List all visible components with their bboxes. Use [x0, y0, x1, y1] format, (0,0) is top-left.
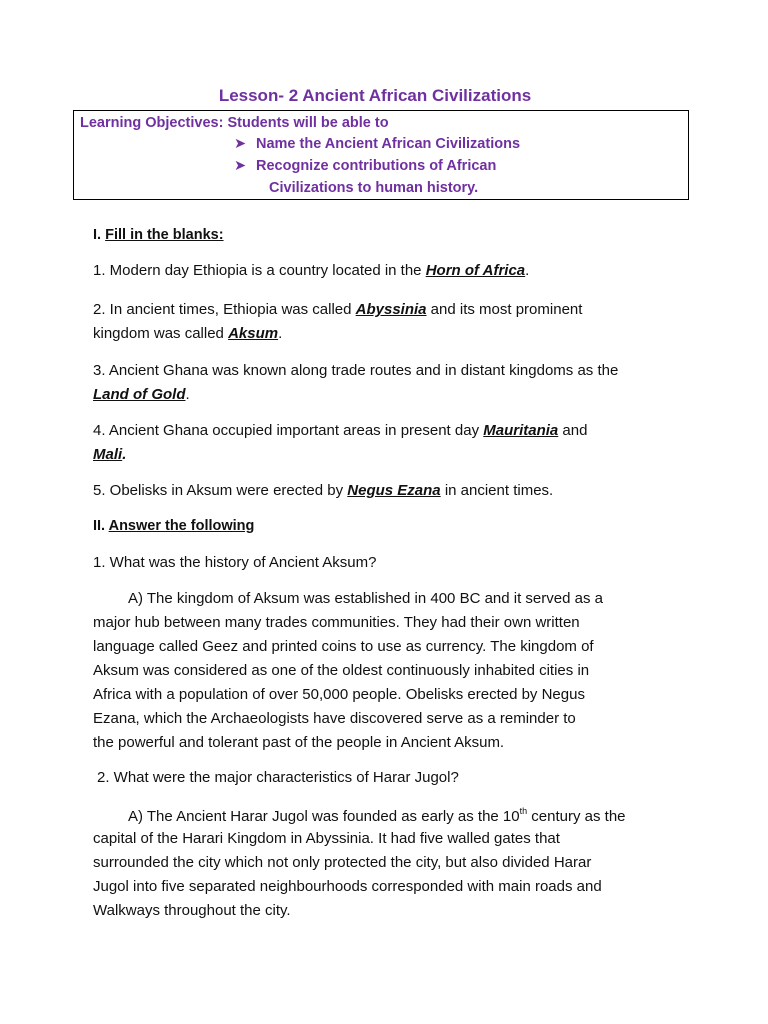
answer-blank: Abyssinia [355, 301, 427, 318]
answer-2-line: A) The Ancient Harar Jugol was founded as early as the 10th century as the [128, 806, 626, 825]
answer-blank: Aksum [228, 325, 279, 342]
page-title: Lesson- 2 Ancient African Civilizations [218, 86, 532, 105]
objectives-heading: Learning Objectives: Students will be able to [80, 115, 389, 131]
answer-blank: Mauritania [483, 422, 559, 439]
blank-question-2-cont: kingdom was called Aksum. [93, 325, 283, 342]
arrow-bullet-icon: ➤ [234, 158, 247, 174]
answer-1-line: the powerful and tolerant past of the people in Ancient Aksum. [93, 734, 505, 751]
answer-2-line: Walkways throughout the city. [93, 902, 291, 919]
answer-1-line: major hub between many trades communities. They had their own written [93, 614, 580, 631]
answer-2-line: Jugol into five separated neighbourhoods corresponded with main roads and [93, 878, 602, 895]
blank-question-4: 4. Ancient Ghana occupied important areas in present day Mauritania and [93, 422, 588, 439]
blank-question-5: 5. Obelisks in Aksum were erected by Negus Ezana in ancient times. [93, 482, 554, 499]
answer-2-line: surrounded the city which not only protected the city, but also divided Harar [93, 854, 592, 871]
blank-question-3: 3. Ancient Ghana was known along trade routes and in distant kingdoms as the [93, 362, 619, 379]
section-2-heading: II. Answer the following [93, 518, 255, 534]
blank-question-4-cont: Mali. [93, 446, 127, 463]
answer-blank: Negus Ezana [347, 482, 441, 499]
blank-question-1: 1. Modern day Ethiopia is a country located in the Horn of Africa. [93, 262, 530, 279]
answer-blank: Horn of Africa [425, 262, 526, 279]
section-1-heading: I. Fill in the blanks: [93, 227, 224, 243]
answer-1-line: Ezana, which the Archaeologists have discovered serve as a reminder to [93, 710, 576, 727]
answer-blank: Land of Gold [93, 386, 186, 403]
answer-2-line: capital of the Harari Kingdom in Abyssinia. It had five walled gates that [93, 830, 560, 847]
arrow-bullet-icon: ➤ [234, 136, 247, 152]
learning-objectives-box [73, 110, 689, 200]
objective-item-continuation: Civilizations to human history. [269, 180, 479, 196]
question-1: 1. What was the history of Ancient Aksum? [93, 554, 377, 571]
objective-item: ➤ Recognize contributions of African [234, 158, 497, 174]
objective-item: ➤ Name the Ancient African Civilizations [234, 136, 521, 152]
blank-question-2: 2. In ancient times, Ethiopia was called Abyssinia and its most prominent [93, 301, 583, 318]
answer-1-line: A) The kingdom of Aksum was established in 400 BC and it served as a [128, 590, 603, 607]
answer-blank: Mali [93, 446, 123, 463]
answer-1-line: language called Geez and printed coins to use as currency. The kingdom of [93, 638, 594, 655]
question-2: 2. What were the major characteristics of Harar Jugol? [97, 769, 459, 786]
blank-question-3-cont: Land of Gold. [93, 386, 190, 403]
answer-1-line: Africa with a population of over 50,000 people. Obelisks erected by Negus [93, 686, 585, 703]
answer-1-line: Aksum was considered as one of the oldest continuously inhabited cities in [93, 662, 590, 679]
